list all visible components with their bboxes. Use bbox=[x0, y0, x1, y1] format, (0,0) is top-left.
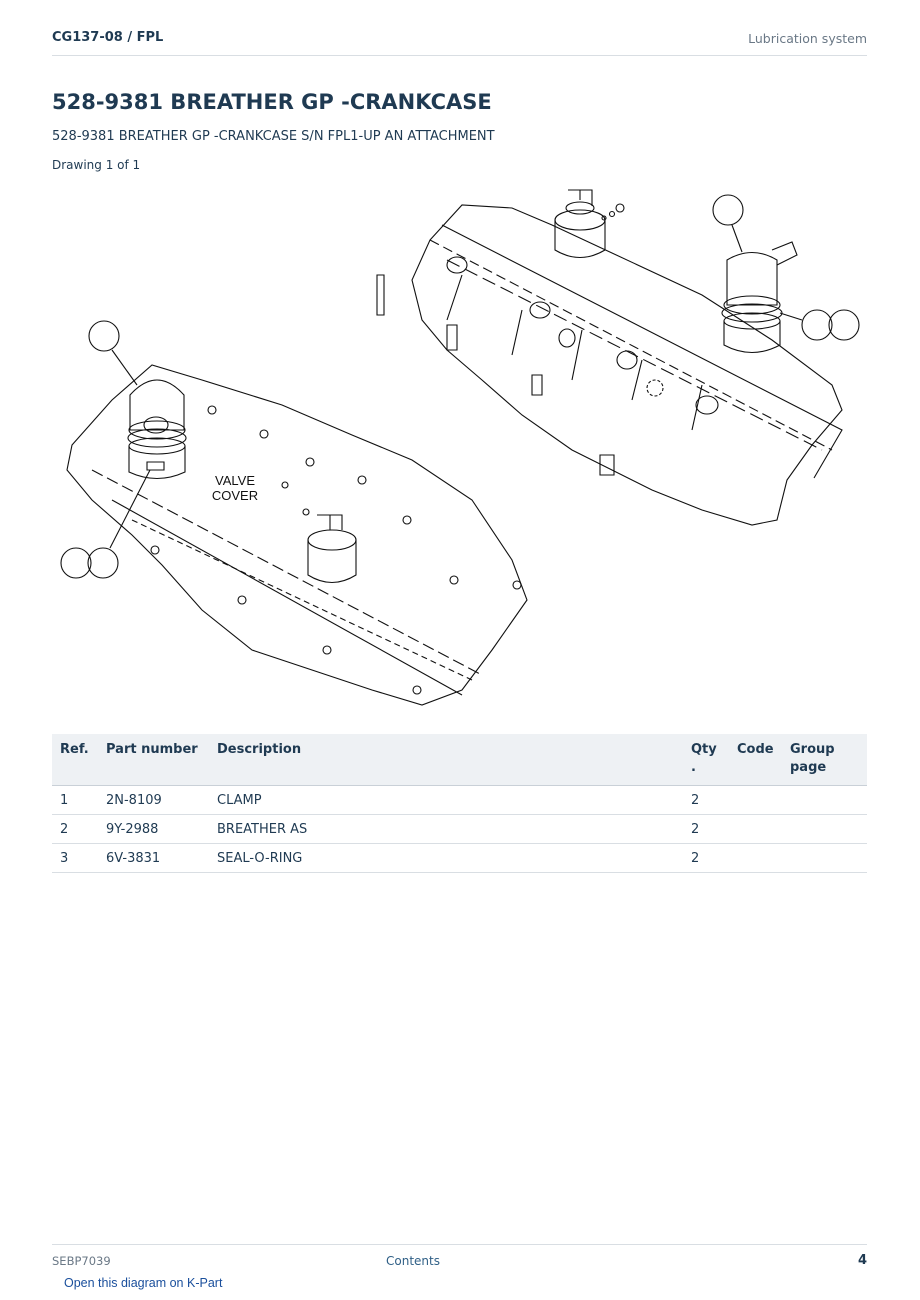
valve-cover-label-line2: COVER bbox=[211, 488, 259, 503]
cell-qty: 2 bbox=[683, 844, 729, 873]
document-number: SEBP7039 bbox=[52, 1254, 111, 1268]
page-footer bbox=[52, 1244, 867, 1268]
table-row bbox=[52, 844, 867, 873]
cell-description: SEAL-O-RING bbox=[209, 844, 683, 873]
page-title: 528-9381 BREATHER GP -CRANKCASE bbox=[52, 90, 492, 114]
parts-table bbox=[52, 734, 867, 873]
header-description: Description bbox=[209, 734, 683, 786]
cell-part-number: 6V-3831 bbox=[98, 844, 209, 873]
drawing-count: Drawing 1 of 1 bbox=[52, 158, 141, 172]
page-header bbox=[52, 28, 867, 56]
open-kpart-link[interactable]: Open this diagram on K-Part bbox=[64, 1276, 223, 1290]
page-subtitle: 528-9381 BREATHER GP -CRANKCASE S/N FPL1-UP AN ATTACHMENT bbox=[52, 129, 495, 144]
contents-link[interactable]: Contents bbox=[386, 1254, 440, 1268]
model-label: CG137-08 / FPL bbox=[52, 30, 164, 45]
header-group-page: Group page bbox=[782, 734, 867, 786]
cell-ref: 1 bbox=[52, 786, 98, 815]
exploded-view-illustration bbox=[52, 180, 867, 715]
cell-code bbox=[729, 786, 782, 815]
table-row bbox=[52, 815, 867, 844]
cell-ref: 3 bbox=[52, 844, 98, 873]
cell-group-page bbox=[782, 786, 867, 815]
page-number: 4 bbox=[857, 1253, 867, 1268]
header-part-number: Part number bbox=[98, 734, 209, 786]
header-code: Code bbox=[729, 734, 782, 786]
table-header-row bbox=[52, 734, 867, 786]
cell-code bbox=[729, 815, 782, 844]
table-row bbox=[52, 786, 867, 815]
cell-part-number: 9Y-2988 bbox=[98, 815, 209, 844]
cell-code bbox=[729, 844, 782, 873]
parts-drawing bbox=[52, 180, 867, 715]
valve-cover-label-line1: VALVE bbox=[215, 473, 255, 488]
cell-description: BREATHER AS bbox=[209, 815, 683, 844]
header-qty: Qty . bbox=[683, 734, 729, 786]
cell-qty: 2 bbox=[683, 815, 729, 844]
upper-valve-cover bbox=[377, 190, 859, 525]
cell-ref: 2 bbox=[52, 815, 98, 844]
lower-valve-cover bbox=[61, 321, 527, 705]
cell-group-page bbox=[782, 815, 867, 844]
header-ref: Ref. bbox=[52, 734, 98, 786]
cell-group-page bbox=[782, 844, 867, 873]
cell-description: CLAMP bbox=[209, 786, 683, 815]
section-label: Lubrication system bbox=[748, 31, 867, 46]
cell-part-number: 2N-8109 bbox=[98, 786, 209, 815]
cell-qty: 2 bbox=[683, 786, 729, 815]
